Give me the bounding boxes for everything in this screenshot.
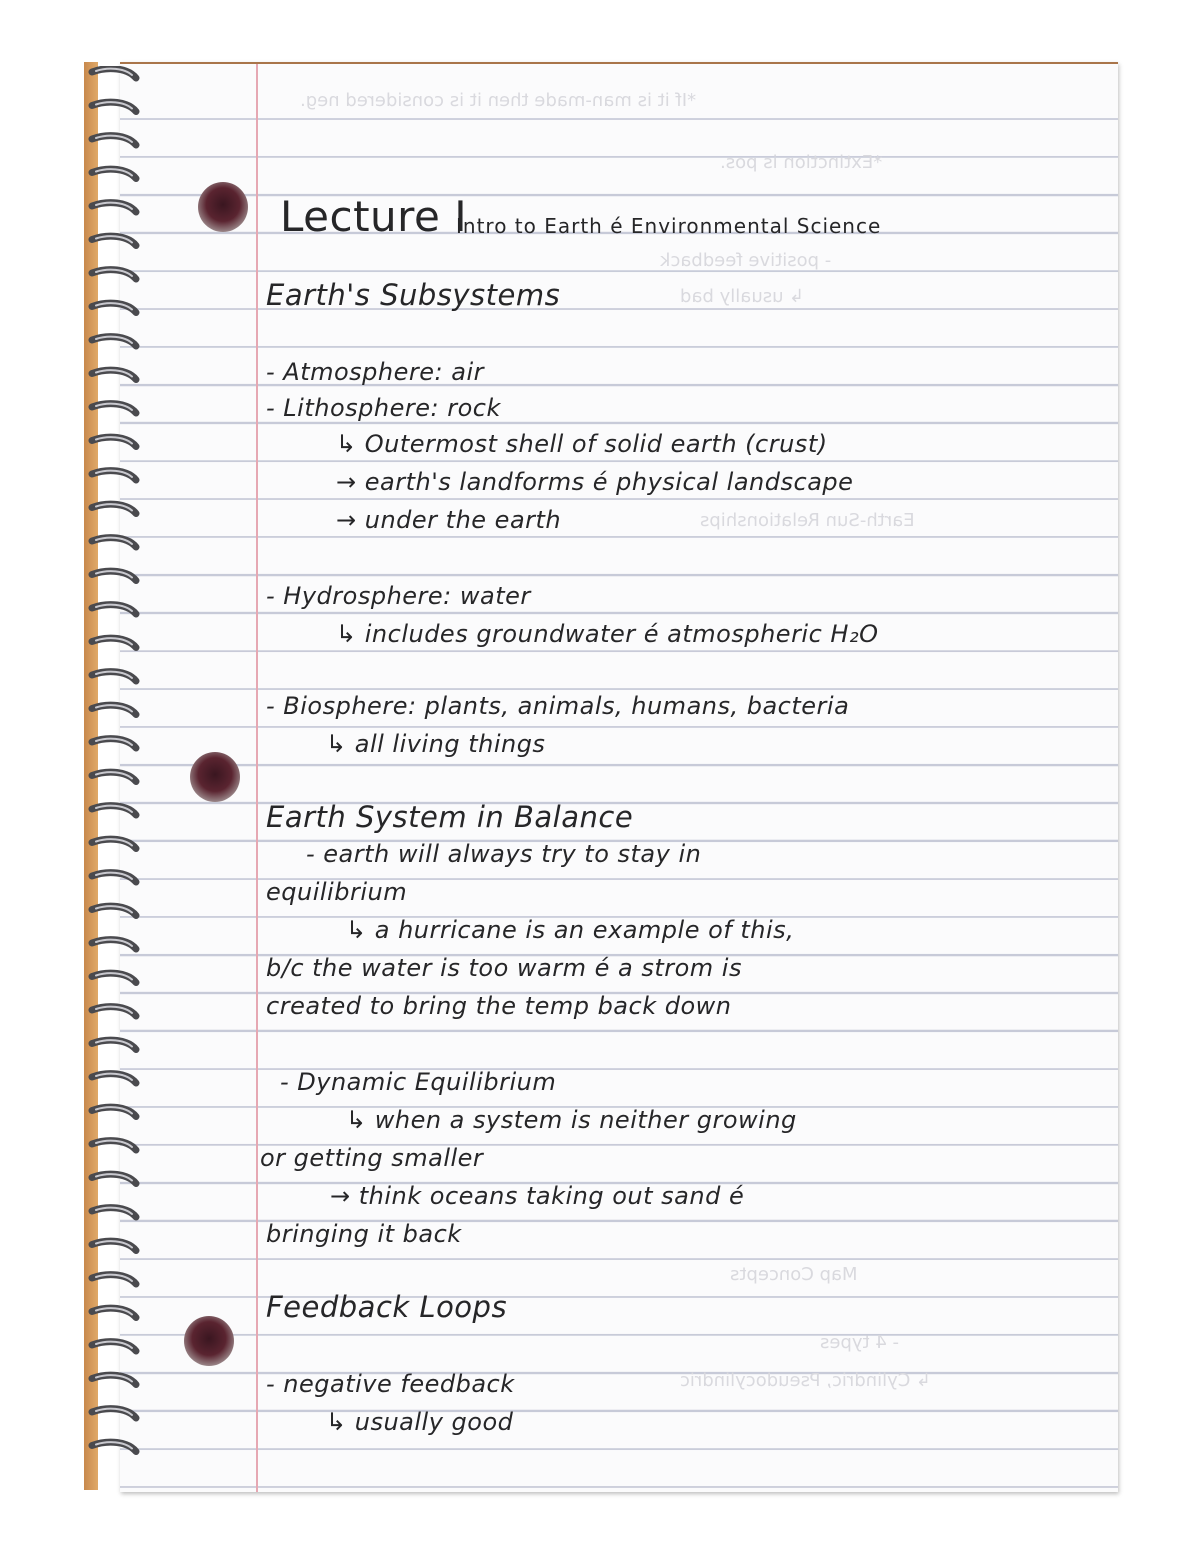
note-line: ↳ includes groundwater é atmospheric H₂O	[336, 620, 879, 648]
punch-hole-bottom	[184, 1316, 234, 1366]
notebook-page	[120, 62, 1118, 1492]
section-heading-subsystems: Earth's Subsystems	[266, 278, 561, 312]
note-line: → think oceans taking out sand é	[330, 1182, 745, 1210]
spiral-binding	[88, 66, 146, 1476]
bleed-through-line: ↳ usually bad	[680, 286, 805, 307]
punch-hole-top	[198, 182, 248, 232]
section-heading-feedback: Feedback Loops	[266, 1290, 508, 1324]
punch-hole-middle	[190, 752, 240, 802]
bleed-through-line: *If it is man-made then it is considered neg.	[300, 90, 697, 111]
note-line: created to bring the temp back down	[266, 992, 732, 1020]
section-heading-balance: Earth System in Balance	[266, 800, 634, 834]
note-line: or getting smaller	[260, 1144, 484, 1172]
note-line: → earth's landforms é physical landscape	[336, 468, 854, 496]
bleed-through-line: Map Concepts	[730, 1264, 858, 1285]
note-line: ↳ Outermost shell of solid earth (crust)	[336, 430, 828, 458]
bleed-through-line: *Extinction is pos.	[720, 152, 883, 173]
note-line: ↳ a hurricane is an example of this,	[346, 916, 795, 944]
note-line: - Biosphere: plants, animals, humans, bacteria	[266, 692, 850, 720]
note-line: ↳ usually good	[326, 1408, 514, 1436]
margin-line	[256, 64, 258, 1492]
note-line: equilibrium	[266, 878, 408, 906]
note-line: bringing it back	[266, 1220, 462, 1248]
note-line: - Hydrosphere: water	[266, 582, 531, 610]
note-line: - Atmosphere: air	[266, 358, 484, 386]
page-title: Lecture I	[280, 192, 468, 241]
note-line: ↳ all living things	[326, 730, 546, 758]
note-line: - earth will always try to stay in	[306, 840, 702, 868]
note-line: → under the earth	[336, 506, 562, 534]
note-line: - negative feedback	[266, 1370, 515, 1398]
note-line: ↳ when a system is neither growing	[346, 1106, 797, 1134]
bleed-through-line: - positive feedback	[660, 250, 832, 271]
bleed-through-line: - 4 types	[820, 1332, 899, 1353]
bleed-through-line: ↳ Cylindric, Pseudocylindric	[680, 1370, 932, 1391]
note-line: - Lithosphere: rock	[266, 394, 501, 422]
bleed-through-line: Earth-Sun Relationships	[700, 510, 915, 531]
page-subtitle: Intro to Earth é Environmental Science	[456, 214, 882, 238]
note-line: - Dynamic Equilibrium	[280, 1068, 557, 1096]
spiral-coils	[92, 69, 136, 1452]
note-line: b/c the water is too warm é a strom is	[266, 954, 742, 982]
